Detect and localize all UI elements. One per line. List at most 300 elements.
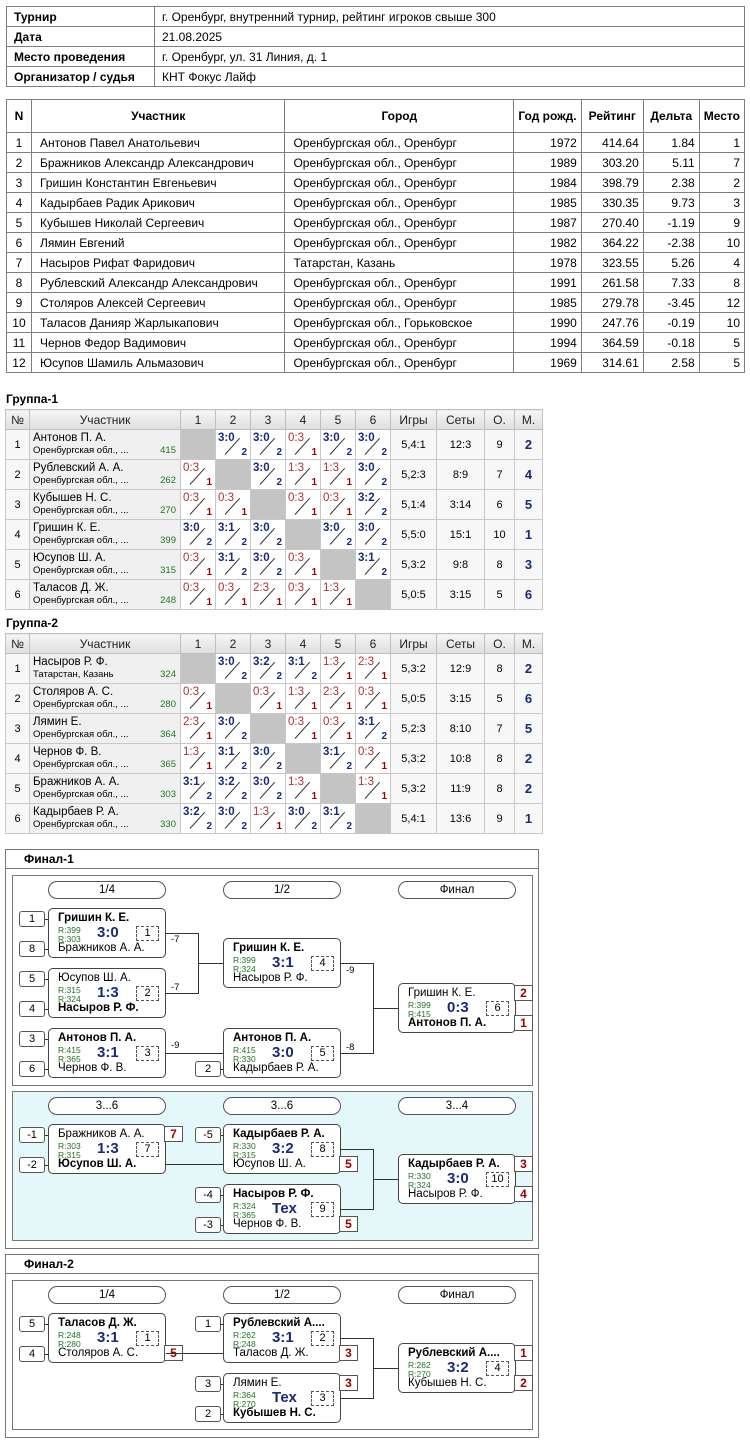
participant-cell: 1.84 (643, 133, 699, 153)
match-top-rating: R:364 (233, 1390, 256, 1400)
match-score: 3:2 (253, 656, 270, 668)
group-row (6, 550, 543, 580)
match-bottom-player: Юсупов Ш. А. (233, 1158, 306, 1170)
match-top-player: Кадырбаев Р. А. (233, 1128, 325, 1140)
group-place: 2 (515, 744, 543, 774)
round-label: 1/2 (223, 1286, 341, 1304)
participant-cell: Насыров Рифат Фаридович (31, 253, 284, 273)
match-points: 2 (381, 447, 387, 458)
group-row (6, 654, 543, 684)
info-value: г. Оренбург, ул. 31 Линия, д. 1 (155, 47, 745, 67)
participant-cell: 4 (7, 193, 32, 213)
group-2-title: Группа-2 (6, 616, 59, 630)
match-points: 1 (206, 477, 212, 488)
match-score: 0:3 (288, 432, 304, 444)
participant-cell: 7 (699, 153, 744, 173)
match-top-rating: R:330 (233, 1141, 256, 1151)
match-score: 3:0 (253, 462, 270, 474)
match-points: 2 (241, 821, 247, 832)
player-rating: 330 (160, 819, 176, 830)
match-score: 0:3 (183, 492, 199, 504)
match-points: 2 (241, 671, 247, 682)
participant-cell: 303.20 (581, 153, 643, 173)
match-bottom-player: Таласов Д. Ж. (233, 1347, 309, 1359)
match-score: 0:3 (358, 746, 374, 758)
match-number: 5 (311, 1046, 334, 1061)
participant-row (7, 153, 745, 173)
participant-cell: 1984 (514, 173, 582, 193)
match-points: 1 (311, 597, 317, 608)
match-points: 1 (311, 447, 317, 458)
participant-cell: Оренбургская обл., Оренбург (285, 333, 514, 353)
participant-cell: 1991 (514, 273, 582, 293)
match-result-cell (356, 460, 391, 490)
player-name: Антонов П. А. (33, 432, 107, 444)
match-score: 3:2 (183, 806, 200, 818)
group-player (30, 804, 181, 834)
match-points: 1 (206, 731, 212, 742)
match-result-cell (356, 714, 391, 744)
match-result-cell (216, 774, 251, 804)
group-place: 4 (515, 460, 543, 490)
match-score: 1:3 (288, 686, 304, 698)
group-points: 8 (485, 654, 515, 684)
participant-cell: 11 (7, 333, 32, 353)
participant-cell: 2.58 (643, 353, 699, 373)
group-place: 1 (515, 804, 543, 834)
self-cell (251, 714, 286, 744)
group-games: 5,0:5 (391, 684, 437, 714)
match-result-cell (356, 744, 391, 774)
place-bottom: 3 (339, 1345, 358, 1361)
match-result-cell (356, 654, 391, 684)
group-row (6, 804, 543, 834)
bracket-line (373, 1179, 398, 1180)
match-points: 2 (241, 537, 247, 548)
match-points: 2 (241, 567, 247, 578)
participant-cell: 12 (7, 353, 32, 373)
group-sets: 3:15 (437, 580, 485, 610)
seed-box: 5 (19, 971, 45, 987)
group-points: 9 (485, 804, 515, 834)
group-sets: 15:1 (437, 520, 485, 550)
match-points: 2 (311, 821, 317, 832)
bracket-line (373, 1368, 398, 1369)
group-header: 5 (321, 634, 356, 654)
match-result-cell (286, 684, 321, 714)
match-score: 0:3 (447, 999, 469, 1016)
match-score: Тех (272, 1389, 297, 1406)
place-bottom: 1 (514, 1015, 533, 1031)
group-sets: 12:9 (437, 654, 485, 684)
match-points: 1 (241, 507, 247, 518)
self-cell (216, 460, 251, 490)
match-points: 1 (206, 701, 212, 712)
tournament-info-table (6, 6, 745, 87)
round-label: 1/4 (48, 881, 166, 899)
participant-cell: 8 (699, 273, 744, 293)
info-value: 21.08.2025 (155, 27, 745, 47)
match-number: 2 (311, 1331, 334, 1346)
match-top-player: Антонов П. А. (233, 1032, 312, 1044)
seed-box: 3 (195, 1376, 221, 1392)
round-label: 3...4 (398, 1097, 516, 1115)
player-rating: 399 (160, 535, 176, 546)
info-key: Организатор / судья (7, 67, 155, 87)
participant-cell: 4 (699, 253, 744, 273)
group-header: М. (515, 634, 543, 654)
group-place: 5 (515, 714, 543, 744)
final-2-title: Финал-2 (6, 1255, 538, 1274)
match-score: 2:3 (183, 716, 199, 728)
match-score: 1:3 (97, 1140, 119, 1157)
participant-cell: Оренбургская обл., Оренбург (285, 233, 514, 253)
seed-box: -4 (195, 1187, 221, 1203)
group-sets: 9:8 (437, 550, 485, 580)
round-label: 3...6 (48, 1097, 166, 1115)
group-header: 3 (251, 410, 286, 430)
match-bottom-player: Антонов П. А. (408, 1017, 487, 1029)
participant-row (7, 213, 745, 233)
match-bottom-player: Кубышев Н. С. (233, 1407, 316, 1419)
participant-cell: 3 (7, 173, 32, 193)
match-score: 3:0 (218, 806, 235, 818)
group-player (30, 714, 181, 744)
player-name: Кубышев Н. С. (33, 492, 112, 504)
bracket-line (341, 1209, 374, 1210)
player-city: Оренбургская обл., ... 364 (33, 729, 176, 740)
match-result-cell (356, 520, 391, 550)
group-games: 5,5:0 (391, 520, 437, 550)
match-bottom-player: Кубышев Н. С. (408, 1377, 487, 1389)
player-rating: 364 (160, 729, 176, 740)
match-bottom-rating: R:270 (408, 1369, 431, 1379)
group-player (30, 520, 181, 550)
participant-cell: Таласов Данияр Жарлыкапович (31, 313, 284, 333)
match-score: Тех (272, 1200, 297, 1217)
loser-link: -7 (171, 934, 180, 945)
seed-box: 6 (19, 1061, 45, 1077)
match-points: 2 (381, 537, 387, 548)
match-points: 1 (381, 671, 387, 682)
loser-link: -9 (171, 1040, 180, 1051)
final-2-bracket (12, 1280, 533, 1430)
bracket-line (341, 1338, 374, 1339)
match-result-cell (216, 714, 251, 744)
participant-cell: 414.64 (581, 133, 643, 153)
match-points: 1 (276, 701, 282, 712)
participant-cell: Оренбургская обл., Горьковское (285, 313, 514, 333)
participant-cell: Оренбургская обл., Оренбург (285, 353, 514, 373)
match-score: 0:3 (183, 686, 199, 698)
self-cell (321, 774, 356, 804)
group-2-table (5, 633, 543, 834)
group-header: 1 (181, 634, 216, 654)
group-place: 2 (515, 774, 543, 804)
match-score: 3:0 (358, 462, 375, 474)
match-score: 0:3 (323, 716, 339, 728)
participant-row (7, 313, 745, 333)
participant-cell: Оренбургская обл., Оренбург (285, 153, 514, 173)
match-points: 2 (206, 791, 212, 802)
match-score: 0:3 (218, 492, 234, 504)
match-result-cell (321, 804, 356, 834)
participant-cell: 2.38 (643, 173, 699, 193)
match-score: 3:0 (97, 924, 119, 941)
group-row (6, 520, 543, 550)
match-top-rating: R:330 (408, 1171, 431, 1181)
group-sets: 13:6 (437, 804, 485, 834)
match-bottom-player: Столяров А. С. (58, 1347, 139, 1359)
match-result-cell (356, 774, 391, 804)
self-cell (251, 490, 286, 520)
group-games: 5,0:5 (391, 580, 437, 610)
match-score: 3:1 (218, 746, 235, 758)
match-top-rating: R:324 (233, 1201, 256, 1211)
group-games: 5,3:2 (391, 774, 437, 804)
match-bottom-player: Чернов Ф. В. (233, 1218, 302, 1230)
participant-cell: 6 (7, 233, 32, 253)
match-result-cell (181, 580, 216, 610)
match-points: 1 (206, 507, 212, 518)
info-row (7, 47, 745, 67)
match-score: 0:3 (288, 716, 304, 728)
participant-cell: 270.40 (581, 213, 643, 233)
match-bottom-rating: R:303 (58, 934, 81, 944)
participant-cell: Столяров Алексей Сергеевич (31, 293, 284, 313)
group-header: Игры (391, 410, 437, 430)
group-row-number: 6 (6, 804, 30, 834)
match-score: 0:3 (183, 582, 199, 594)
match-result-cell (321, 684, 356, 714)
group-sets: 8:10 (437, 714, 485, 744)
match-bottom-rating: R:365 (58, 1054, 81, 1064)
participant-cell: 323.55 (581, 253, 643, 273)
player-rating: 315 (160, 565, 176, 576)
player-city: Оренбургская обл., ... 330 (33, 819, 176, 830)
participant-cell: Оренбургская обл., Оренбург (285, 133, 514, 153)
match-score: 3:2 (272, 1140, 294, 1157)
match-number: 6 (486, 1001, 509, 1016)
group-games: 5,3:2 (391, 744, 437, 774)
participant-cell: 1989 (514, 153, 582, 173)
participants-header: Дельта (643, 100, 699, 133)
player-rating: 324 (160, 669, 176, 680)
group-row-number: 2 (6, 460, 30, 490)
match-points: 1 (276, 597, 282, 608)
match-points: 1 (311, 701, 317, 712)
self-cell (216, 684, 251, 714)
group-header: О. (485, 410, 515, 430)
match-points: 1 (311, 507, 317, 518)
place-top: 7 (164, 1126, 183, 1142)
match-score: 3:0 (323, 522, 340, 534)
match-score: 3:0 (183, 522, 200, 534)
participant-row (7, 233, 745, 253)
group-points: 8 (485, 744, 515, 774)
player-rating: 280 (160, 699, 176, 710)
participant-cell: -3.45 (643, 293, 699, 313)
group-row-number: 4 (6, 520, 30, 550)
group-games: 5,1:4 (391, 490, 437, 520)
self-cell (286, 744, 321, 774)
group-header: 4 (286, 410, 321, 430)
match-score: 1:3 (323, 462, 339, 474)
match-points: 2 (241, 761, 247, 772)
participant-cell: 1985 (514, 193, 582, 213)
match-points: 1 (346, 507, 352, 518)
match-result-cell (251, 684, 286, 714)
group-games: 5,2:3 (391, 460, 437, 490)
participant-row (7, 353, 745, 373)
seed-box: 3 (19, 1031, 45, 1047)
group-header: 3 (251, 634, 286, 654)
seed-box: 5 (19, 1316, 45, 1332)
group-header: О. (485, 634, 515, 654)
group-points: 6 (485, 490, 515, 520)
match-score: 3:0 (253, 432, 270, 444)
match-result-cell (251, 430, 286, 460)
participant-cell: -0.19 (643, 313, 699, 333)
match-score: 0:3 (288, 492, 304, 504)
group-header: Сеты (437, 634, 485, 654)
match-top-player: Гришин К. Е. (408, 987, 476, 999)
self-cell (321, 550, 356, 580)
match-top-rating: R:399 (408, 1000, 431, 1010)
participant-cell: 10 (699, 233, 744, 253)
participants-header: Участник (31, 100, 284, 133)
match-result-cell (216, 744, 251, 774)
player-rating: 415 (160, 445, 176, 456)
match-points: 1 (346, 731, 352, 742)
participant-cell: Оренбургская обл., Оренбург (285, 173, 514, 193)
match-bottom-rating: R:365 (233, 1210, 256, 1220)
match-number: 9 (311, 1202, 334, 1217)
place-top: 2 (514, 985, 533, 1001)
group-header: Игры (391, 634, 437, 654)
participant-cell: Гришин Константин Евгеньевич (31, 173, 284, 193)
match-points: 2 (206, 821, 212, 832)
match-result-cell (356, 550, 391, 580)
match-result-cell (321, 490, 356, 520)
match-result-cell (321, 520, 356, 550)
player-name: Таласов Д. Ж. (33, 582, 109, 594)
group-points: 5 (485, 580, 515, 610)
match-points: 2 (206, 537, 212, 548)
match-score: 3:0 (253, 552, 270, 564)
match-bottom-player: Кадырбаев Р. А. (233, 1062, 319, 1074)
bracket-line (166, 993, 199, 994)
bracket-line (166, 1353, 223, 1354)
participant-cell: 9 (699, 213, 744, 233)
match-points: 2 (346, 447, 352, 458)
seed-box: 2 (195, 1406, 221, 1422)
player-name: Столяров А. С. (33, 686, 114, 698)
participant-cell: 8 (7, 273, 32, 293)
match-score: 1:3 (358, 776, 374, 788)
match-score: 3:1 (97, 1329, 119, 1346)
match-score: 3:1 (272, 954, 294, 971)
match-box (398, 1343, 527, 1393)
match-box (48, 968, 166, 1018)
group-points: 7 (485, 714, 515, 744)
place-bottom: 5 (339, 1156, 358, 1172)
group-player (30, 550, 181, 580)
participant-cell: 364.59 (581, 333, 643, 353)
player-name: Юсупов Ш. А. (33, 552, 106, 564)
group-row-number: 1 (6, 654, 30, 684)
match-result-cell (321, 714, 356, 744)
match-result-cell (181, 684, 216, 714)
participant-cell: Рублевский Александр Александрович (31, 273, 284, 293)
match-points: 1 (311, 567, 317, 578)
player-city: Оренбургская обл., ... 365 (33, 759, 176, 770)
match-top-player: Таласов Д. Ж. (58, 1317, 137, 1329)
match-points: 1 (276, 821, 282, 832)
match-number: 4 (311, 956, 334, 971)
final-1-main-bracket (12, 875, 533, 1086)
match-result-cell (181, 460, 216, 490)
match-top-rating: R:415 (233, 1045, 256, 1055)
seed-box: 8 (19, 941, 45, 957)
participant-cell: 1 (7, 133, 32, 153)
match-score: 3:1 (218, 552, 235, 564)
match-number: 1 (136, 926, 159, 941)
bracket-line (341, 1053, 374, 1054)
player-city: Оренбургская обл., ... 280 (33, 699, 176, 710)
participant-cell: Бражников Александр Александрович (31, 153, 284, 173)
group-row-number: 3 (6, 490, 30, 520)
group-points: 5 (485, 684, 515, 714)
group-player (30, 774, 181, 804)
participant-row (7, 253, 745, 273)
match-score: 3:0 (253, 746, 270, 758)
group-sets: 12:3 (437, 430, 485, 460)
group-row-number: 4 (6, 744, 30, 774)
loser-link: -9 (346, 965, 355, 976)
participant-cell: 279.78 (581, 293, 643, 313)
group-points: 10 (485, 520, 515, 550)
participants-header: Место (699, 100, 744, 133)
match-box (48, 908, 166, 958)
group-header: 6 (356, 410, 391, 430)
player-city: Оренбургская обл., ... 315 (33, 565, 176, 576)
match-result-cell (321, 580, 356, 610)
group-games: 5,4:1 (391, 804, 437, 834)
seed-box: 1 (195, 1316, 221, 1332)
match-points: 2 (241, 791, 247, 802)
match-score: 3:2 (447, 1359, 469, 1376)
bracket-line (166, 933, 199, 934)
match-bottom-player: Насыров Р. Ф. (58, 1002, 139, 1014)
match-box (223, 938, 341, 988)
bracket-line (198, 963, 223, 964)
participant-cell: 10 (699, 313, 744, 333)
match-points: 2 (276, 671, 282, 682)
participant-cell: 5.26 (643, 253, 699, 273)
group-points: 8 (485, 550, 515, 580)
match-points: 2 (346, 761, 352, 772)
match-box (398, 1154, 527, 1204)
match-bottom-rating: R:415 (408, 1009, 431, 1019)
group-1-title: Группа-1 (6, 392, 59, 406)
match-score: 2:3 (358, 656, 374, 668)
info-key: Место проведения (7, 47, 155, 67)
group-header: 5 (321, 410, 356, 430)
match-points: 1 (311, 477, 317, 488)
group-row-number: 2 (6, 684, 30, 714)
match-top-rating: R:262 (408, 1360, 431, 1370)
